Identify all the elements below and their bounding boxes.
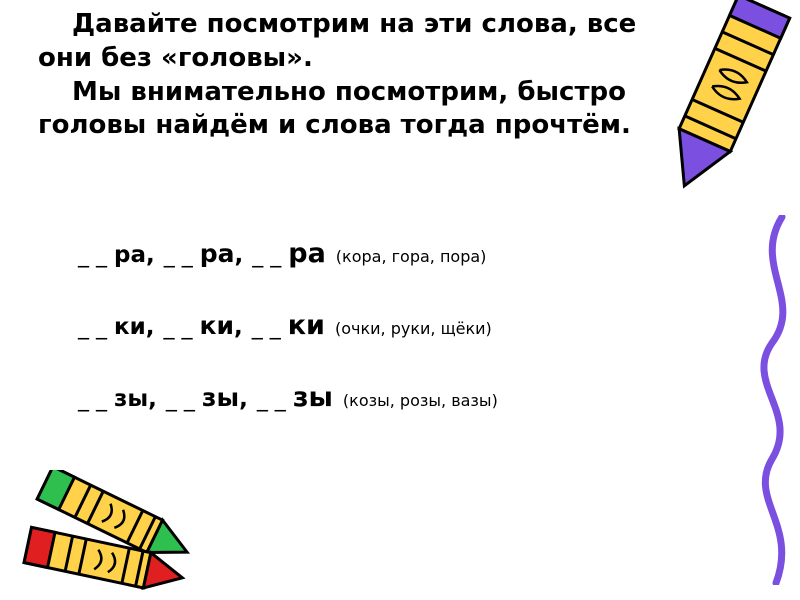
syllable-label: ки <box>114 314 146 340</box>
blank-slot[interactable]: _ _ <box>256 387 286 412</box>
answer-hint: (кора, гора, пора) <box>335 247 487 266</box>
syllable-label: ра <box>288 238 326 269</box>
exercise-row-2 <box>78 310 678 382</box>
separator-comma: , <box>145 242 155 268</box>
answer-hint: (очки, руки, щёки) <box>334 319 492 338</box>
separator-comma: , <box>145 314 155 340</box>
blank-slot[interactable]: _ _ <box>251 315 281 340</box>
blank-slot[interactable]: _ _ <box>78 243 107 268</box>
syllable-label: ки <box>199 311 234 340</box>
exercise-list <box>78 238 678 454</box>
crayon-purple-icon <box>648 0 798 204</box>
blank-slot[interactable]: _ _ <box>78 387 107 412</box>
syllable-label: ки <box>287 310 325 341</box>
syllable-label: зы <box>292 382 333 413</box>
separator-comma: , <box>234 242 244 268</box>
intro-paragraph-2: Мы внимательно посмотрим, быстро головы найдём и слова тогда прочтём. <box>38 76 631 141</box>
syllable-label: зы <box>114 386 149 412</box>
blank-slot[interactable]: _ _ <box>163 243 193 268</box>
blank-slot[interactable]: _ _ <box>165 387 195 412</box>
separator-comma: , <box>148 386 157 412</box>
answer-hint: (козы, розы, вазы) <box>342 391 498 410</box>
blank-slot[interactable]: _ _ <box>78 315 107 340</box>
crayon-yellow-icon <box>8 470 208 600</box>
exercise-row-1 <box>78 238 678 310</box>
purple-squiggle-icon <box>742 215 800 585</box>
exercise-row-3 <box>78 382 678 454</box>
intro-text-block <box>38 8 638 143</box>
syllable-label: зы <box>201 383 240 412</box>
blank-slot[interactable]: _ _ <box>252 243 282 268</box>
separator-comma: , <box>233 314 243 340</box>
syllable-label: ра <box>199 239 235 268</box>
intro-paragraph-1: Давайте посмотрим на эти слова, все они без «головы». <box>38 9 637 73</box>
syllable-label: ра <box>114 242 146 268</box>
separator-comma: , <box>239 386 248 412</box>
blank-slot[interactable]: _ _ <box>163 315 193 340</box>
